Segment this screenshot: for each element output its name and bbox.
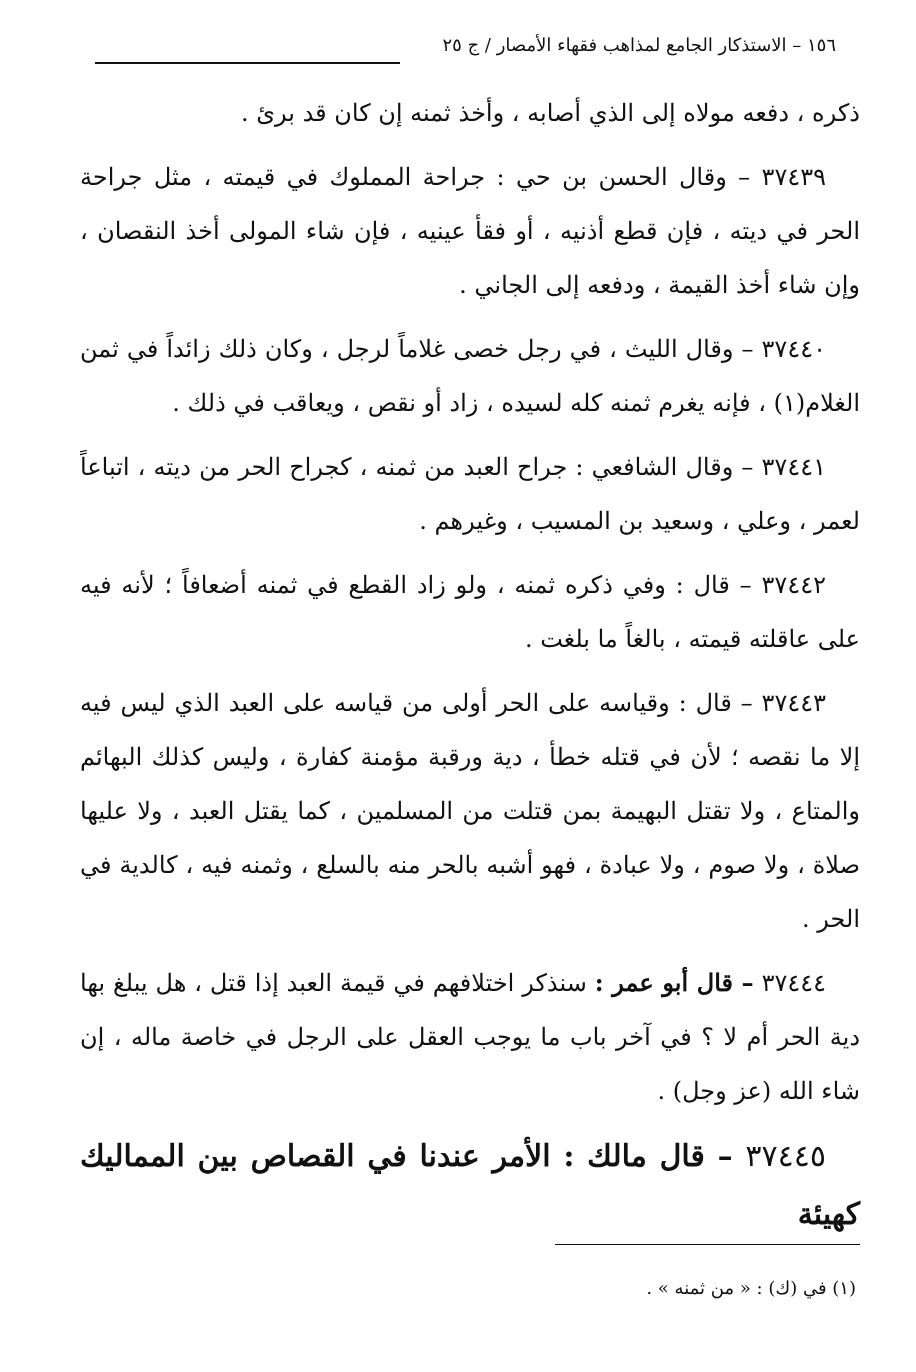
paragraph-text: – قال مالك : الأمر عندنا في القصاص بين المماليك كهيئة <box>80 1139 860 1232</box>
paragraph-37443 <box>80 676 860 946</box>
paragraph-37439 <box>80 150 860 312</box>
paragraph-text: سنذكر اختلافهم في قيمة العبد إذا قتل ، هل يبلغ بها دية الحر أم لا ؟ في آخر باب ما يوجب العقل على الرجل في خاصة ماله ، إن شاء الله (عز وجل) . <box>80 969 861 1105</box>
paragraph-text: – قال : وفي ذكره ثمنه ، ولو زاد القطع في ثمنه أضعافاً ؛ لأنه فيه على عاقلته قيمته ، بالغاً ما بلغت . <box>80 571 860 653</box>
speaker-lead: – قال أبو عمر : <box>594 968 754 997</box>
running-header: ١٥٦ – الاستذكار الجامع لمذاهب فقهاء الأمصار / ج ٢٥ <box>442 35 836 56</box>
paragraph-number: ٣٧٤٤٢ <box>761 571 826 599</box>
paragraph-text: – وقال الليث ، في رجل خصى غلاماً لرجل ، وكان ذلك زائداً في ثمن الغلام(١) ، فإنه يغرم ثمنه كله لسيده ، زاد أو نقص ، ويعاقب في ذلك . <box>80 335 860 417</box>
paragraph-number: ٣٧٤٤٤ <box>761 969 827 997</box>
paragraph-text: – وقال الشافعي : جراح العبد من ثمنه ، كجراح الحر من ديته ، اتباعاً لعمر ، وعلي ، وسعيد بن المسيب ، وغيرهم . <box>80 453 860 535</box>
paragraph-37441 <box>80 440 860 548</box>
paragraph-text: – قال : وقياسه على الحر أولى من قياسه على العبد الذي ليس فيه إلا ما نقصه ؛ لأن في قتله خطأ ، دية ورقبة مؤمنة كفارة ، وليس كذلك البهائم والمتاع ، ولا تقتل البهيمة بمن قتلت من المسلمين ، كما يقتل العبد ، ولا عليها صلاة ، ولا صوم ، ولا عبادة ، فهو أشبه بالحر منه بالسلع ، وثمنه فيه ، كالدية في الحر . <box>80 689 860 933</box>
paragraph-37445 <box>80 1128 860 1244</box>
footnote: (١) في (ك) : « من ثمنه » . <box>646 1278 856 1299</box>
paragraph-37440 <box>80 322 860 430</box>
footnote-rule <box>555 1244 860 1245</box>
paragraph-number: ٣٧٤٤١ <box>761 453 826 481</box>
body-text <box>80 86 860 1254</box>
paragraph-number: ٣٧٤٤٠ <box>761 335 826 363</box>
header-rule <box>95 62 400 64</box>
paragraph-37442 <box>80 558 860 666</box>
paragraph-37444 <box>80 956 860 1118</box>
paragraph-number: ٣٧٤٤٥ <box>745 1139 826 1174</box>
paragraph-continuation: ذكره ، دفعه مولاه إلى الذي أصابه ، وأخذ ثمنه إن كان قد برئ . <box>240 99 860 127</box>
paragraph-number: ٣٧٤٤٣ <box>761 689 826 717</box>
paragraph-number: ٣٧٤٣٩ <box>761 163 826 191</box>
paragraph-text: – وقال الحسن بن حي : جراحة المملوك في قيمته ، مثل جراحة الحر في ديته ، فإن قطع أذنيه ، أو فقأ عينيه ، فإن شاء المولى أخذ النقصان ، وإن شاء أخذ القيمة ، ودفعه إلى الجاني . <box>80 163 860 299</box>
